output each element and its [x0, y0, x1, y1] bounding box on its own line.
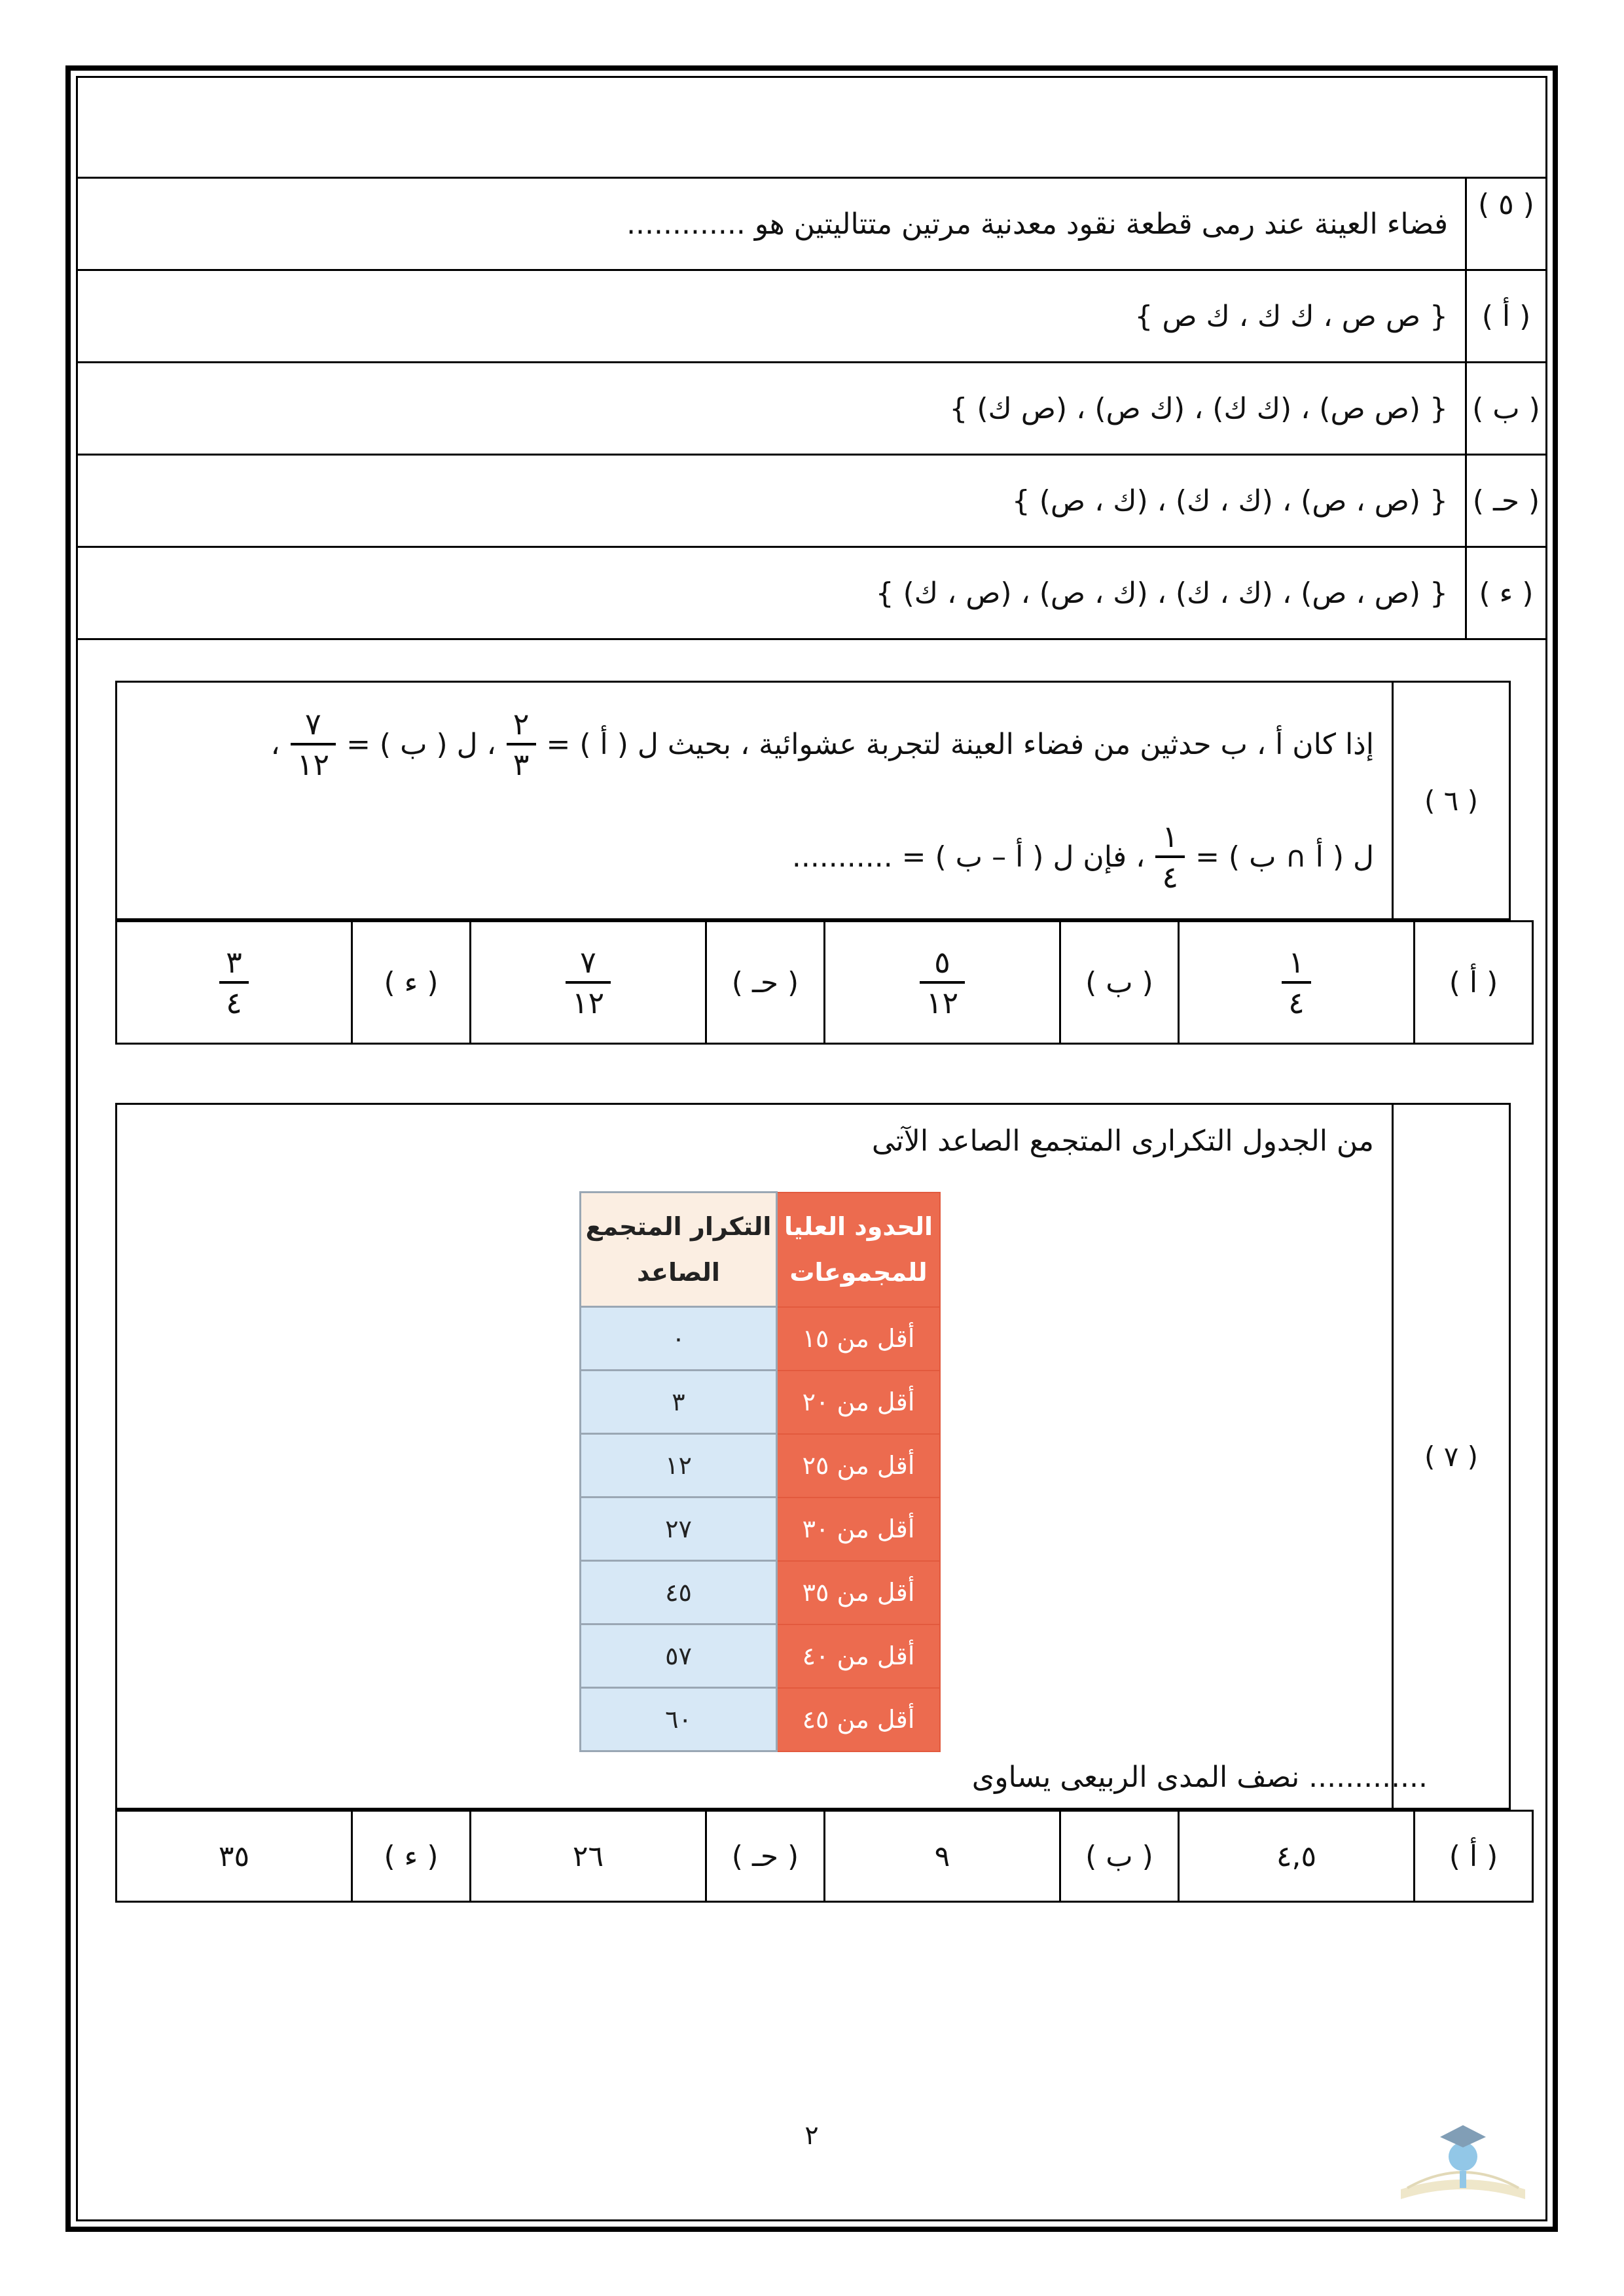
table-row	[581, 1434, 941, 1498]
denominator: ١٢	[291, 743, 336, 780]
upper-limit-cell: أقل من ٤٥	[777, 1688, 941, 1751]
cumulative-cell: ٣	[581, 1371, 777, 1434]
table-row	[581, 1561, 941, 1624]
choice-label: ( ب )	[1060, 1811, 1179, 1902]
stem-text: ، فإن ل ( أ – ب ) = ...........	[791, 840, 1146, 874]
cumulative-cell: ٢٧	[581, 1498, 777, 1561]
choice-b[interactable]	[825, 922, 1060, 1044]
option-text: { (ص ، ص) ، (ك ، ك) ، (ك ، ص) }	[77, 455, 1466, 547]
question-6-line-1	[270, 706, 1374, 782]
numerator: ٢	[513, 706, 530, 742]
question-number: ( ٥ )	[1466, 178, 1547, 270]
denominator: ١٢	[566, 981, 611, 1018]
upper-limit-cell: أقل من ٣٠	[777, 1498, 941, 1561]
numerator: ١	[1162, 819, 1179, 854]
upper-limit-cell: أقل من ٢٥	[777, 1434, 941, 1498]
table-row	[581, 1688, 941, 1751]
choice-label: ( ء )	[352, 922, 471, 1044]
upper-limit-cell: أقل من ١٥	[777, 1307, 941, 1371]
fraction	[507, 706, 536, 782]
table-row	[581, 1307, 941, 1371]
choice-b[interactable]: ٩	[825, 1811, 1060, 1902]
fraction	[1155, 819, 1185, 895]
stem-text: إذا كان أ ، ب حدثين من فضاء العينة لتجربة عشوائية ، بحيث ل ( أ ) =	[546, 727, 1374, 761]
denominator: ٤	[1155, 855, 1185, 892]
numerator: ٣	[226, 944, 242, 980]
table-row	[581, 1624, 941, 1688]
answer-option-row[interactable]	[77, 547, 1547, 639]
choice-a[interactable]: ٤,٥	[1179, 1811, 1415, 1902]
upper-limit-cell: أقل من ٣٥	[777, 1561, 941, 1624]
denominator: ٤	[219, 981, 249, 1018]
numerator: ١	[1288, 944, 1305, 980]
option-text: { (ص ص) ، (ك ك) ، (ك ص) ، (ص ك) }	[77, 363, 1466, 455]
column-header-upper-limits: الحدود العليا للمجموعات	[777, 1193, 941, 1307]
question-stem: فضاء العينة عند رمى قطعة نقود معدنية مرتين متتاليتين هو .............	[77, 178, 1466, 270]
question-7-prompt: نصف المدى الربيعى يساوى .............	[971, 1761, 1428, 1794]
page-number: ٢	[804, 2121, 819, 2151]
upper-limit-cell: أقل من ٤٠	[777, 1624, 941, 1688]
column-header-cumulative-frequency: التكرار المتجمع الصاعد	[581, 1193, 777, 1307]
numerator: ٧	[580, 944, 596, 980]
denominator: ٣	[507, 743, 536, 780]
cumulative-cell: ٦٠	[581, 1688, 777, 1751]
denominator: ٤	[1282, 981, 1311, 1018]
choice-d[interactable]	[117, 922, 352, 1044]
stem-text: ،	[270, 727, 280, 761]
option-label: ( أ )	[1466, 270, 1547, 363]
cumulative-cell: ١٢	[581, 1434, 777, 1498]
choice-label: ( حـ )	[706, 922, 825, 1044]
table-row	[581, 1371, 941, 1434]
stem-text: ، ل ( ب ) =	[346, 727, 496, 761]
choice-c[interactable]	[471, 922, 706, 1044]
denominator: ١٢	[920, 981, 965, 1018]
cumulative-cell: ٤٥	[581, 1561, 777, 1624]
watermark-logo-icon	[1381, 2111, 1545, 2229]
choice-c[interactable]: ٢٦	[471, 1811, 706, 1902]
question-6-box	[115, 681, 1511, 920]
question-7-choices	[115, 1810, 1534, 1903]
question-6-choices	[115, 920, 1534, 1045]
option-label: ( ء )	[1466, 547, 1547, 639]
option-label: ( حـ )	[1466, 455, 1547, 547]
cumulative-cell: ٠	[581, 1307, 777, 1371]
question-number: ( ٦ )	[1392, 683, 1509, 918]
choice-d[interactable]: ٣٥	[117, 1811, 352, 1902]
question-6-line-2	[791, 819, 1374, 895]
numerator: ٧	[305, 706, 321, 742]
choice-a[interactable]	[1179, 922, 1415, 1044]
option-text: { ص ص ، ك ك ، ك ص }	[77, 270, 1466, 363]
choice-label: ( أ )	[1415, 922, 1533, 1044]
option-label: ( ب )	[1466, 363, 1547, 455]
choice-label: ( ب )	[1060, 922, 1179, 1044]
choice-label: ( ء )	[352, 1811, 471, 1902]
stem-text: ل ( أ ∩ ب ) =	[1195, 840, 1374, 874]
question-6-stem	[117, 683, 1394, 918]
question-5-table	[76, 177, 1547, 640]
answer-option-row[interactable]	[77, 455, 1547, 547]
fraction	[291, 706, 336, 782]
upper-limit-cell: أقل من ٢٠	[777, 1371, 941, 1434]
table-row	[581, 1498, 941, 1561]
choice-label: ( حـ )	[706, 1811, 825, 1902]
question-stem: من الجدول التكرارى المتجمع الصاعد الآتى	[871, 1124, 1374, 1158]
choice-label: ( أ )	[1415, 1811, 1533, 1902]
numerator: ٥	[934, 944, 950, 980]
question-5-stem-row	[77, 178, 1547, 270]
cumulative-cell: ٥٧	[581, 1624, 777, 1688]
cumulative-frequency-table	[579, 1191, 941, 1752]
option-text: { (ص ، ص) ، (ك ، ك) ، (ك ، ص) ، (ص ، ك) }	[77, 547, 1466, 639]
answer-option-row[interactable]	[77, 270, 1547, 363]
answer-option-row[interactable]	[77, 363, 1547, 455]
question-number: ( ٧ )	[1392, 1105, 1509, 1808]
